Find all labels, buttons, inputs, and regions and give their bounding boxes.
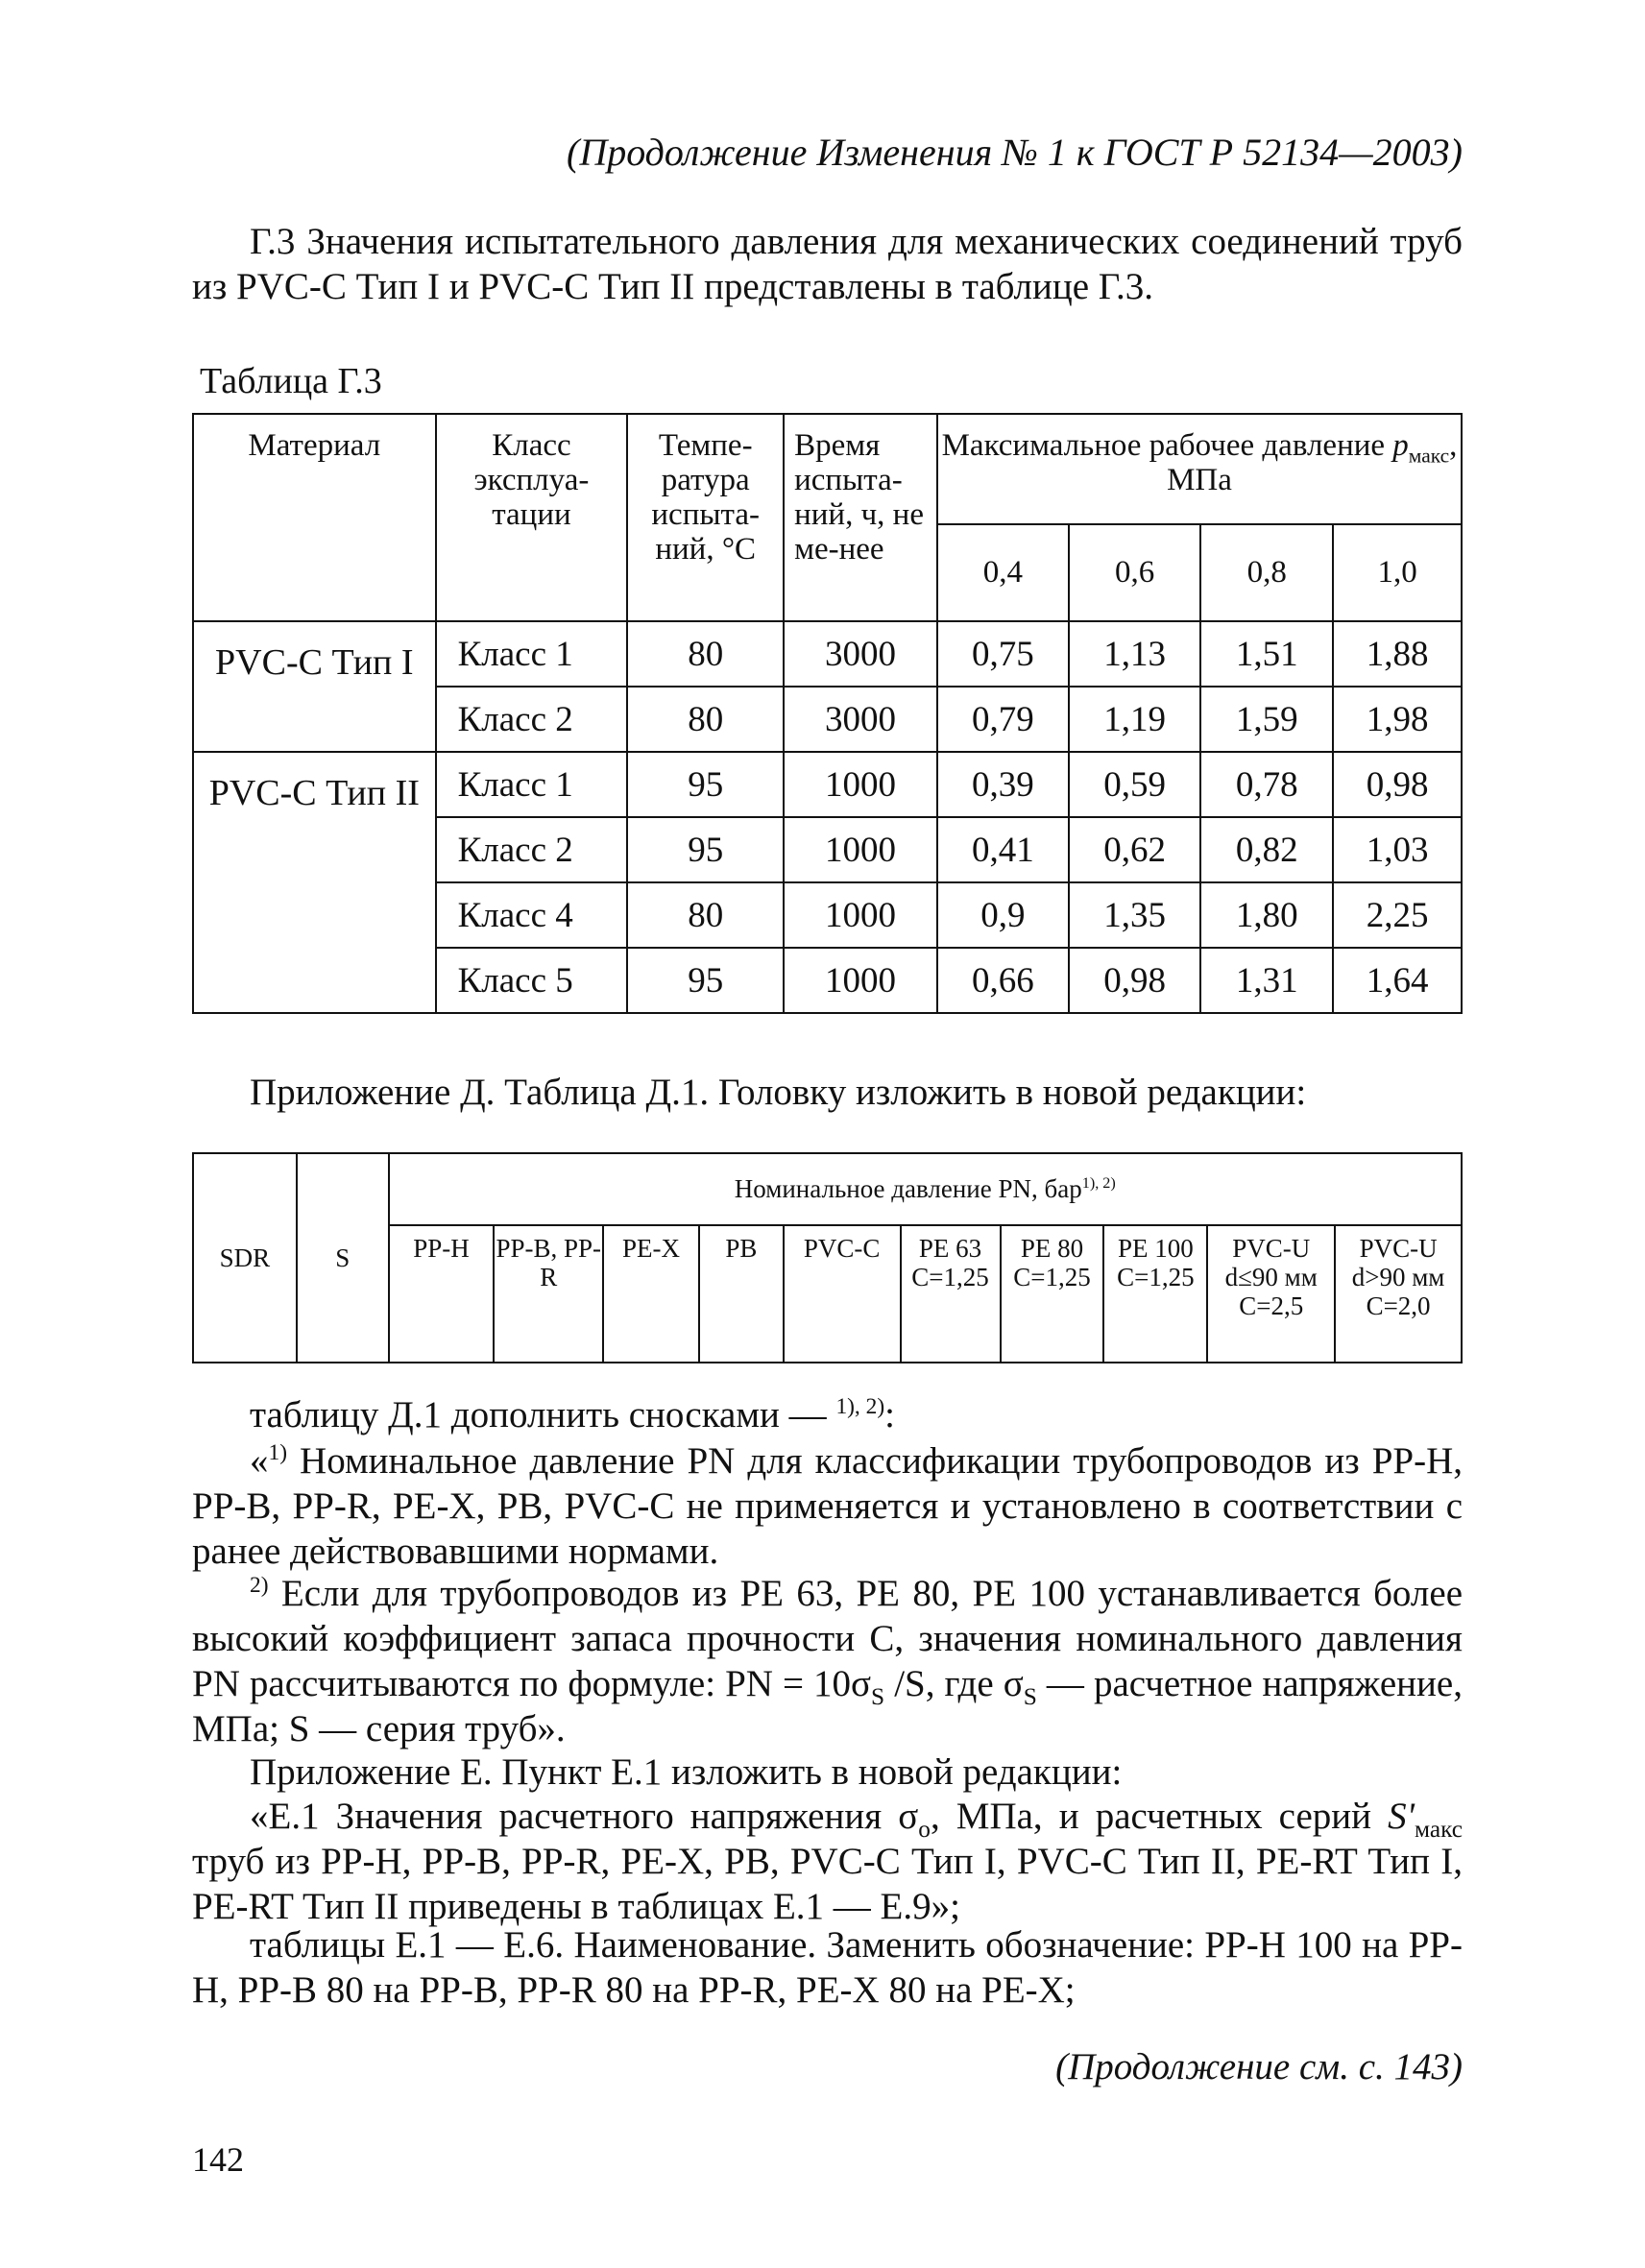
- cell-value: 0,62: [1069, 817, 1201, 882]
- tables-e-text: таблицы Е.1 — Е.6. Наименование. Заменить обозначение: PP-H 100 на PP-H, PP-B 80 на PP-B, PP-R 80 на PP-R, PE-X 80 на PE-X;: [192, 1924, 1463, 2011]
- cell-material: PVC-C Тип I: [193, 621, 436, 752]
- cell-value: 0,82: [1200, 817, 1333, 882]
- col-pe63: PE 63 С=1,25: [901, 1225, 1001, 1363]
- header-pressure-text: Максимальное рабочее давление: [941, 428, 1393, 463]
- cell-time: 1000: [784, 948, 937, 1013]
- table3-caption: Таблица Г.3: [200, 361, 382, 401]
- cell-value: 1,35: [1069, 882, 1201, 948]
- appendix-d-paragraph: [192, 1070, 1463, 1115]
- header-pressure-symbol: р: [1392, 428, 1409, 463]
- cell-value: 0,41: [937, 817, 1069, 882]
- footnote-1-paragraph: «$^{1)}$ Номинальное давление PN для классификации трубопроводов из PP-H, PP-B, PP-R, PE-X, PB, PVC-C не применяется и установлено в соответствии с ранее действовавшими нормами.: [192, 1440, 1463, 1572]
- cell-class: Класс 1: [436, 621, 628, 687]
- cell-time: 3000: [784, 621, 937, 687]
- cell-value: 0,78: [1200, 752, 1333, 817]
- cell-value: 1,59: [1200, 687, 1333, 752]
- cell-material: PVC-C Тип II: [193, 752, 436, 1013]
- cell-class: Класс 5: [436, 948, 628, 1013]
- footnote-intro-sup: 1), 2): [835, 1394, 885, 1419]
- cell-value: 1,88: [1333, 621, 1462, 687]
- footnote-2-paragraph: [192, 1571, 1463, 1751]
- header-time: Время испыта-ний, ч, не ме-нее: [784, 414, 937, 621]
- running-header: (Продолжение Изменения № 1 к ГОСТ Р 52134—2003): [567, 131, 1463, 174]
- table-row: [193, 752, 1462, 817]
- footnote-intro-text: таблицу Д.1 дополнить сносками —: [250, 1394, 836, 1436]
- cell-value: 0,75: [937, 621, 1069, 687]
- cell-time: 3000: [784, 687, 937, 752]
- cell-value: 1,51: [1200, 621, 1333, 687]
- col-pvc-u-small: PVC-U d≤90 мм С=2,5: [1207, 1225, 1335, 1363]
- header-temp: Темпе-ратура испыта-ний, °С: [627, 414, 784, 621]
- cell-temp: 95: [627, 752, 784, 817]
- e1-text-b: , МПа, и расчетных серий: [930, 1796, 1389, 1837]
- cell-time: 1000: [784, 752, 937, 817]
- header-class: Класс эксплуа-тации: [436, 414, 628, 621]
- cell-value: 1,03: [1333, 817, 1462, 882]
- appendix-d-text: Приложение Д. Таблица Д.1. Головку изложить в новой редакции:: [250, 1072, 1307, 1113]
- e1-s-symbol: S': [1388, 1796, 1415, 1837]
- cell-value: 1,31: [1200, 948, 1333, 1013]
- header-pressure: [937, 414, 1462, 524]
- header-nominal-text: Номинальное давление PN, бар: [734, 1174, 1082, 1203]
- col-pe80: PE 80 С=1,25: [1001, 1225, 1104, 1363]
- footnote-1-mark: 1): [268, 1440, 287, 1465]
- e1-text-c: труб из PP-H, PP-B, PP-R, PE-X, PB, PVC-C Тип I, PVC-C Тип II, PE-RT Тип I, PE-RT Тип II приведены в таблицах Е.1 — Е.9»;: [192, 1841, 1463, 1927]
- col-pb: PB: [699, 1225, 784, 1363]
- footnote-2-text-b: /S, где σ: [884, 1663, 1024, 1704]
- cell-temp: 80: [627, 621, 784, 687]
- cell-value: 0,39: [937, 752, 1069, 817]
- cell-value: 1,64: [1333, 948, 1462, 1013]
- header-p3: 0,8: [1200, 524, 1333, 621]
- table-d1-header: [192, 1152, 1463, 1363]
- appendix-e-text: Приложение Е. Пункт Е.1 изложить в новой редакции:: [250, 1751, 1123, 1793]
- cell-class: Класс 4: [436, 882, 628, 948]
- cell-class: Класс 1: [436, 752, 628, 817]
- cell-value: 0,66: [937, 948, 1069, 1013]
- intro-paragraph: [192, 219, 1463, 309]
- header-p4: 1,0: [1333, 524, 1462, 621]
- col-pp-h: PP-H: [389, 1225, 495, 1363]
- cell-value: 1,19: [1069, 687, 1201, 752]
- footnote-1-text: Номинальное давление PN для классификации трубопроводов из PP-H, PP-B, PP-R, PE-X, PB, PVC-C не применяется и установлено в соответствии с ранее действовавшими нормами.: [192, 1440, 1463, 1572]
- footnote-2-sub-s: S: [871, 1682, 885, 1710]
- header-p1: 0,4: [937, 524, 1069, 621]
- cell-value: 1,80: [1200, 882, 1333, 948]
- e1-text-a: «Е.1 Значения расчетного напряжения σ: [250, 1796, 919, 1837]
- cell-class: Класс 2: [436, 817, 628, 882]
- cell-value: 1,98: [1333, 687, 1462, 752]
- header-nominal-pressure: [389, 1153, 1462, 1225]
- footnote-2-text-c: — расчетное напряжение, МПа; S — серия труб».: [192, 1663, 1463, 1749]
- page-number: 142: [192, 2140, 244, 2179]
- cell-temp: 95: [627, 817, 784, 882]
- e1-sub-max: макс: [1414, 1815, 1463, 1843]
- footnote-intro-paragraph: таблицу Д.1 дополнить сносками — $^{1), 2)}$:: [250, 1394, 895, 1436]
- e1-paragraph: [192, 1794, 1463, 1929]
- header-sdr: SDR: [193, 1153, 297, 1363]
- e1-sub-o: o: [918, 1815, 931, 1843]
- continuation-note: (Продолжение см. с. 143): [1055, 2046, 1463, 2087]
- appendix-e-paragraph: [192, 1749, 1463, 1795]
- header-pressure-unit: , МПа: [1167, 428, 1458, 497]
- header-nominal-sup: 1), 2): [1081, 1174, 1116, 1192]
- table-row: [193, 621, 1462, 687]
- col-pe100: PE 100 С=1,25: [1103, 1225, 1207, 1363]
- footnote-2-sub-s2: S: [1023, 1682, 1037, 1710]
- cell-temp: 95: [627, 948, 784, 1013]
- col-pp-b-pp-r: PP-B, PP-R: [494, 1225, 603, 1363]
- intro-text: Г.3 Значения испытательного давления для механических соединений труб из PVC-C Тип I и PVC-C Тип II представлены в таблице Г.3.: [192, 221, 1463, 307]
- cell-value: 0,98: [1069, 948, 1201, 1013]
- header-material: Материал: [193, 414, 436, 621]
- table-g3: [192, 413, 1463, 1014]
- cell-value: 0,59: [1069, 752, 1201, 817]
- footnote-2-text-a: Если для трубопроводов из PE 63, PE 80, PE 100 устанавливается более высокий коэффициент запаса прочности С, значения номинального давления PN рассчитываются по формуле: PN = 10σ: [192, 1573, 1463, 1704]
- col-pe-x: PE-X: [603, 1225, 699, 1363]
- cell-temp: 80: [627, 882, 784, 948]
- col-pvc-c: PVC-C: [784, 1225, 901, 1363]
- header-s: S: [297, 1153, 389, 1363]
- header-p2: 0,6: [1069, 524, 1201, 621]
- cell-class: Класс 2: [436, 687, 628, 752]
- cell-value: 0,9: [937, 882, 1069, 948]
- cell-value: 0,98: [1333, 752, 1462, 817]
- cell-value: 0,79: [937, 687, 1069, 752]
- cell-time: 1000: [784, 882, 937, 948]
- header-pressure-sub: макс: [1408, 444, 1450, 468]
- cell-value: 1,13: [1069, 621, 1201, 687]
- cell-time: 1000: [784, 817, 937, 882]
- footnote-2-mark: 2): [250, 1573, 269, 1598]
- cell-value: 2,25: [1333, 882, 1462, 948]
- cell-temp: 80: [627, 687, 784, 752]
- col-pvc-u-large: PVC-U d>90 мм С=2,0: [1335, 1225, 1462, 1363]
- tables-e-paragraph: [192, 1922, 1463, 2013]
